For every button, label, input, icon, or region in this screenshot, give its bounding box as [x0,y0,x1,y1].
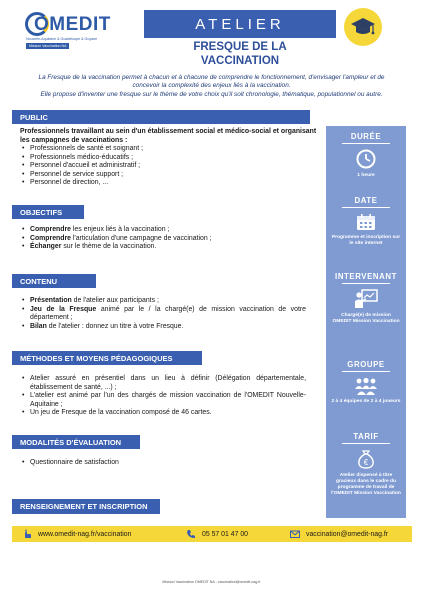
divider [342,143,390,144]
section-heading-evaluation: MODALITÉS D'ÉVALUATION [12,435,140,449]
footer-note: Mission Vaccination OMEDIT NA - vaccination@omedit-nag.fr [162,580,261,584]
title-line-1: FRESQUE DE LA [193,41,287,53]
envelope-icon [290,529,300,539]
sidebar-duree [326,132,406,179]
omedit-logo [22,10,122,58]
calendar-icon [356,213,376,231]
item-keyword: Échanger [30,243,62,250]
intro-line-3: Elle propose d'inventer une fresque sur le thème de votre choix qu'il soit chronologie, thématique, populationnel ou autre. [40,90,383,98]
category-banner: ATELIER [144,10,336,38]
item-keyword: Bilan [30,322,47,330]
public-lead: Professionnels travaillant au sein d'un établissement social et médico-social et organisant les campagnes de vaccinations : [20,128,317,144]
list-item [20,306,306,323]
email-text[interactable]: vaccination@omedit-nag.fr [306,530,389,538]
duree-value: 1 heure [357,173,375,178]
intervenant-value: Chargé(e) de mission OMEDIT Mission Vaccination [332,313,400,324]
logo-badge: Mission Vaccination NA [26,43,69,49]
list-item [20,323,306,332]
phone-text[interactable]: 05 57 01 47 00 [202,530,248,538]
list-item [20,297,306,306]
phone-link[interactable] [186,526,248,542]
intervenant-label: INTERVENANT [335,272,397,281]
list-item: • Professionnels médico-éducatifs ; [20,154,318,163]
sidebar-intervenant [326,272,406,325]
phone-icon [186,529,196,539]
presenter-icon [354,289,378,309]
list-item: • Personnel de service support ; [20,171,318,180]
sidebar-groupe [326,360,406,405]
section-body-objectifs [20,226,318,252]
intro-text [10,74,413,99]
section-body-evaluation [20,459,306,468]
list-item [20,226,318,235]
list-item: • Professionnels de santé et soignant ; [20,145,318,154]
divider [342,371,390,372]
list-item: • Questionnaire de satisfaction [20,459,306,468]
contenu-list [20,297,306,331]
divider [342,443,390,444]
sidebar-date [326,196,406,247]
item-text: sur le thème de la vaccination. [61,243,157,250]
info-sidebar [326,126,406,518]
objectifs-list [20,226,318,252]
list-item [20,235,318,244]
tarif-label: TARIF [353,432,379,441]
list-item: • Personnel de direction, ... [20,179,318,188]
list-item: • L'atelier est animé par l'un des chargés de mission vaccination de l'OMEDIT Nouvelle-Aquitaine ; [20,392,306,409]
website-text[interactable]: www.omedit-nag.fr/vaccination [38,530,132,538]
item-text: de l'atelier : donnez un titre à votre Fresque. [46,322,184,330]
date-label: DATE [354,196,378,205]
divider [342,207,390,208]
graduation-cap-icon [344,8,382,46]
group-icon [353,377,379,395]
section-heading-objectifs: OBJECTIFS [12,205,84,219]
section-heading-public: PUBLIC [12,110,310,124]
item-text: l'articulation d'une campagne de vaccination ; [70,234,212,242]
section-body-public [20,128,318,188]
intro-line-1: La Fresque de la vaccination permet à chacun et à chacune de comprendre le fonctionnement, d'envisager l'ampleur et de [38,74,385,81]
duree-label: DURÉE [350,132,382,141]
section-heading-methodes: MÉTHODES ET MOYENS PÉDAGOGIQUES [12,351,202,365]
item-text: de l'atelier aux participants ; [71,297,159,304]
section-body-methodes [20,375,306,418]
item-text: les enjeux liés à la vaccination ; [70,226,170,233]
website-link[interactable] [22,526,131,542]
item-keyword: Comprendre [30,234,71,242]
money-bag-icon [356,449,376,469]
title-line-2: VACCINATION [200,55,280,67]
logo-wordmark: OMEDIT [34,14,111,35]
section-heading-contenu: CONTENU [12,274,96,288]
sidebar-tarif [326,432,406,497]
list-item: • Un jeu de Fresque de la vaccination composé de 46 cartes. [20,409,306,418]
section-body-contenu [20,297,306,331]
date-value: Programme et inscription sur le site internet [331,235,401,246]
clock-icon [356,149,376,169]
intro-line-2: concevoir la complexité des enjeux liés à la vaccination. [132,82,291,90]
public-list [20,145,318,188]
tarif-value: Atelier dispensé à titre gracieux dans le cadre du programme de travail de l'OMEDIT Mission Vaccination [331,473,401,496]
section-heading-renseignement: RENSEIGNEMENT ET INSCRIPTION [12,499,160,514]
item-keyword: Jeu de la Fresque [30,305,97,313]
item-keyword: Comprendre [30,226,71,233]
divider [342,283,390,284]
list-item [20,243,318,252]
methodes-list [20,375,306,418]
logo-subtitle: Nouvelle-Aquitaine & Guadeloupe & Guyane [26,37,98,41]
item-text: animé par le / la chargé(e) de mission vaccination de votre département ; [30,305,306,321]
email-link[interactable] [290,526,388,542]
evaluation-list [20,459,306,468]
svg-text:€: € [363,458,369,467]
item-keyword: Présentation [30,297,72,304]
groupe-label: GROUPE [347,360,385,369]
groupe-value: 2 à 4 équipes de 2 à 4 joueurs [331,399,401,404]
list-item: • Atelier assuré en présentiel dans un lieu à définir (Délégation départementale, établissement de santé, ...) ; [20,375,306,392]
list-item: • Personnel d'accueil et administratif ; [20,162,318,171]
pointer-hand-icon [22,529,32,539]
page-title [144,40,336,68]
